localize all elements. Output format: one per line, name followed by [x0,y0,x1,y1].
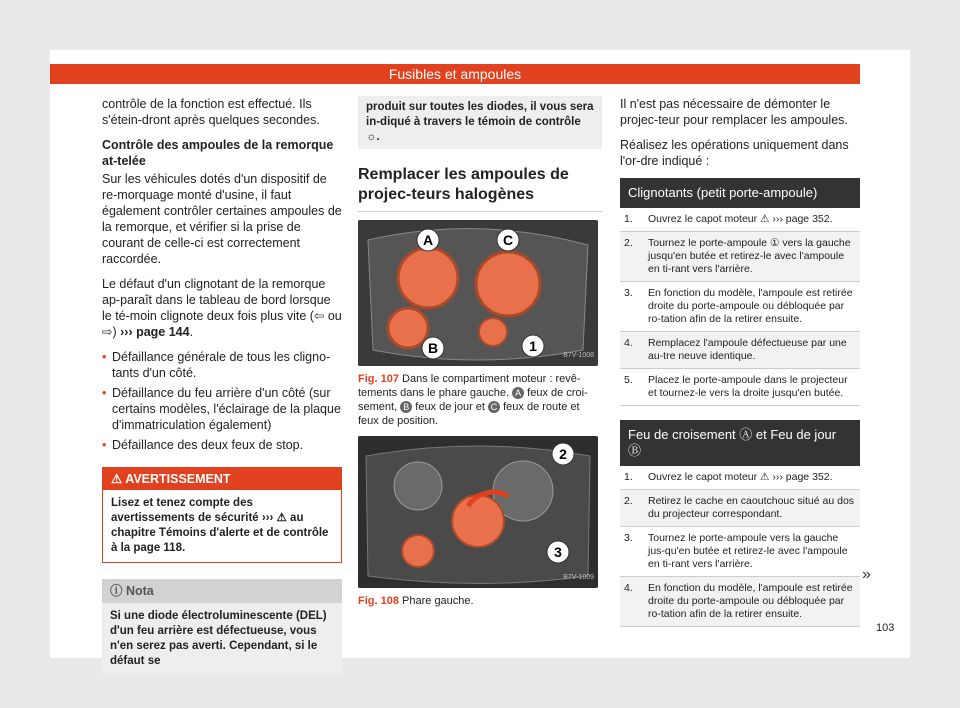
step-text: Ouvrez le capot moteur ⚠ ››› page 352. [648,471,833,483]
steps-table [620,466,860,627]
column-middle [358,96,602,616]
step-text: Retirez le cache en caoutchouc situé au dos du projecteur correspondant. [648,495,855,520]
column-right [620,96,860,627]
caption-text: feux de route et feux de position. [358,401,580,427]
warning-header [103,468,341,490]
step-text: Remplacez l'ampoule défectueuse par une au-tre neuve identique. [648,337,847,362]
column-left [102,96,342,675]
table-row [620,369,860,406]
label-badge: C [488,401,500,413]
table-row [620,332,860,369]
figure-code: B7V-1008 [563,352,594,359]
step-number: 4. [624,582,633,594]
table-row [620,208,860,232]
figure-left-headlight [358,436,598,588]
steps-table [620,208,860,406]
bullet-icon: • [102,350,107,364]
callout-label: C [502,232,514,248]
paragraph: Il n'est pas nécessaire de démonter le projec-teur pour remplacer les ampoules. [620,97,848,127]
section-heading: Remplacer les ampoules de projec-teurs halogènes [358,166,569,203]
page-link[interactable]: ››› page 144 [120,325,190,339]
step-number: 1. [624,471,633,483]
label-badge: B [400,401,412,413]
bullet-item [102,349,342,381]
note-box [102,579,342,675]
bullet-text: Défaillance du feu arrière d'un côté (sur certains modèles, l'éclairage de la plaque d'immatriculation également) [112,386,341,432]
punctuation: . [189,325,194,339]
label-badge: A [512,387,524,399]
caption-text: feux de jour et [415,401,485,413]
step-text: Placez le porte-ampoule dans le projecteur et tournez-le vers la droite jusqu'en butée. [648,374,848,399]
paragraph: contrôle de la fonction est effectué. Ils s'étein-dront après quelques secondes. [102,97,320,127]
warning-body: Lisez et tenez compte des avertissements de sécurité ››› ⚠ au chapitre Témoins d'alerte et de contrôle à la page 118. [111,497,329,554]
callout-label: B [427,340,439,356]
step-text: Ouvrez le capot moteur ⚠ ››› page 352. [648,213,833,225]
figure-code: B7V-1009 [563,574,594,581]
step-text: Tournez le porte-ampoule vers la gauche jus-qu'en butée et retirez-le avec l'ampoule en ti-rant vers l'arrière. [648,532,848,570]
step-number: 1. [624,213,633,225]
table-header: Clignotants (petit porte-ampoule) [620,178,860,208]
bullet-icon: • [102,386,107,400]
note-body: Si une diode électroluminescente (DEL) d'un feu arrière est défectueuse, vous n'en serez pas averti. Cependant, si le défaut se [110,610,327,667]
bullet-item [102,385,342,433]
step-number: 2. [624,495,633,507]
callout-label: A [422,232,434,248]
note-continuation: produit sur toutes les diodes, il vous sera in-diqué à travers le témoin de contrôle ☼. [358,96,602,149]
figure-number: Fig. 108 [358,595,399,607]
bullet-text: Défaillance générale de tous les cligno-tants d'un côté. [112,350,331,380]
paragraph: Réalisez les opérations uniquement dans l'or-dre indiqué : [620,138,849,168]
table-row [620,490,860,527]
figure-caption [358,594,602,608]
warning-title: AVERTISSEMENT [125,472,231,486]
headlight-illustration [358,220,598,366]
caption-text: Dans le compartiment moteur : revê-tements dans le phare gauche. [358,373,581,399]
step-number: 3. [624,287,633,299]
continue-icon: » [862,566,871,583]
bullet-text: Défaillance des deux feux de stop. [112,438,304,452]
caption-text: feux de croi-sement, [358,387,588,413]
warning-box [102,467,342,563]
headlight-illustration [358,436,598,588]
table-row [620,527,860,577]
step-number: 2. [624,237,633,249]
table-row [620,282,860,332]
paragraph: Sur les véhicules dotés d'un dispositif de re-morquage monté d'usine, il faut également contrôler certaines ampoules de la remorque, et vérifier si la prise de courant de celle-ci est correctement raccordée. [102,172,342,266]
divider [358,211,602,212]
note-header [102,579,342,603]
bullet-item [102,437,342,453]
table-header: Feu de croisement Ⓐ et Feu de jour Ⓑ [620,420,860,466]
page-number: 103 [876,622,895,634]
section-header: Fusibles et ampoules [50,64,860,84]
warning-icon: ⚠ [111,472,126,486]
subheading: Contrôle des ampoules de la remorque at-telée [102,138,334,168]
callout-label: 3 [554,544,562,560]
figure-number: Fig. 107 [358,373,399,385]
table-row [620,232,860,282]
figure-caption [358,372,602,428]
callout-label: 2 [559,446,567,462]
step-text: En fonction du modèle, l'ampoule est retirée droite du porte-ampoule ou débloquée par ro-tation afin de la retirer ensuite. [648,287,853,325]
callout-label: 1 [529,338,537,354]
step-text: Tournez le porte-ampoule ① vers la gauche jusqu'en butée et retirez-le avec l'ampoule en ti-rant vers l'arrière. [648,237,851,275]
step-text: En fonction du modèle, l'ampoule est retirée droite du porte-ampoule ou débloquée par ro-tation afin de la retirer ensuite. [648,582,853,620]
caption-text: Phare gauche. [402,595,474,607]
paragraph [102,276,342,340]
table-row [620,466,860,490]
paragraph-text: Le défaut d'un clignotant de la remorque ap-paraît dans le tableau de bord lorsque le té-moin clignote deux fois plus vite (⇦ ou ⇨) [102,277,342,339]
info-icon: ⓘ [110,584,126,598]
bullet-icon: • [102,438,107,452]
figure-headlight-rear [358,220,598,366]
table-row [620,577,860,627]
note-title: Nota [125,584,154,598]
step-number: 4. [624,337,633,349]
step-number: 5. [624,374,633,386]
step-number: 3. [624,532,633,544]
